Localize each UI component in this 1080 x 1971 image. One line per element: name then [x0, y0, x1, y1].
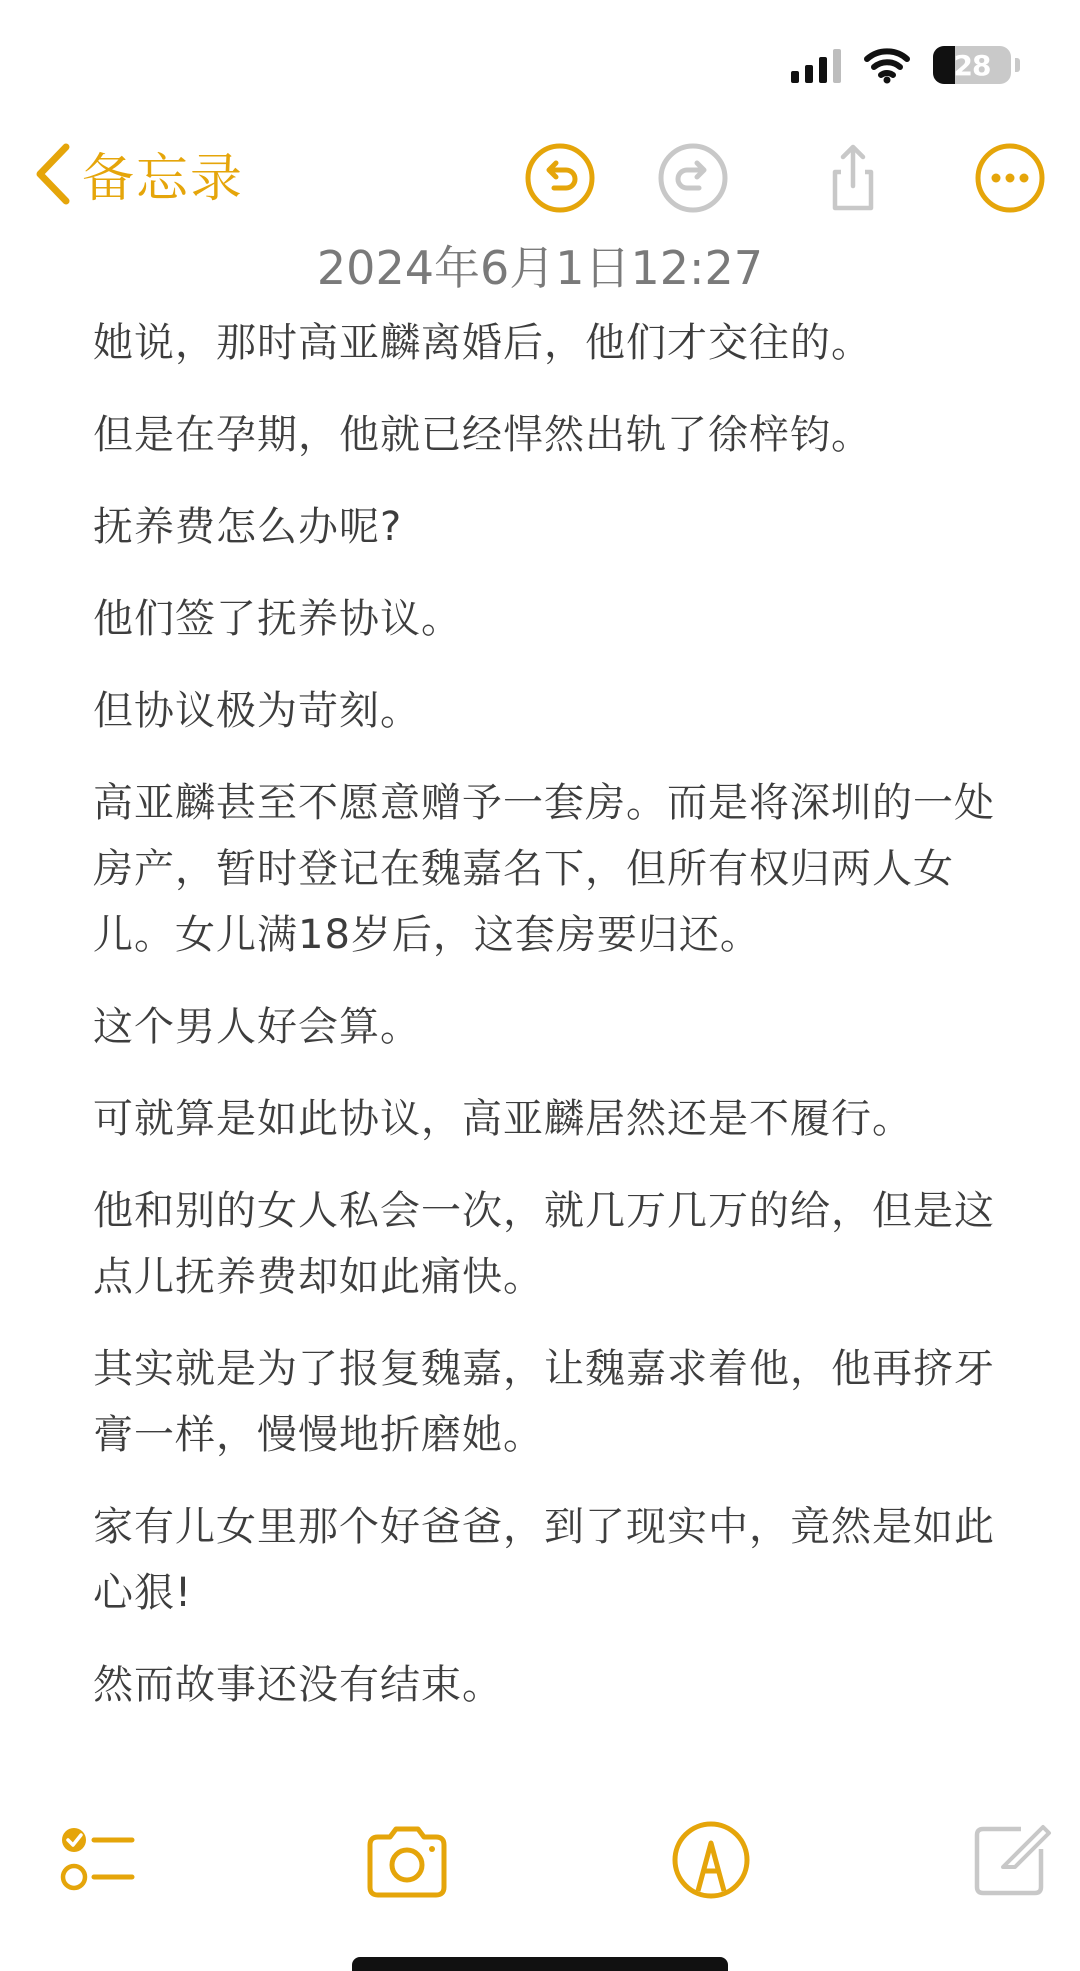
note-paragraph[interactable]: 家有儿女里那个好爸爸，到了现实中，竟然是如此心狠!: [93, 1504, 995, 1616]
share-icon[interactable]: [817, 142, 889, 214]
note-paragraph[interactable]: 然而故事还没有结束。: [93, 1662, 503, 1708]
note-paragraph[interactable]: 她说，那时高亚麟离婚后，他们才交往的。: [93, 320, 872, 366]
note-paragraph[interactable]: 高亚麟甚至不愿意赠予一套房。而是将深圳的一处房产，暂时登记在魏嘉名下，但所有权归两人女儿。女儿满18岁后，这套房要归还。: [93, 780, 995, 958]
markup-icon[interactable]: [666, 1815, 756, 1905]
bottom-toolbar: [0, 1815, 1080, 1905]
note-paragraph[interactable]: 但协议极为苛刻。: [93, 688, 421, 734]
redo-icon[interactable]: [657, 142, 729, 214]
compose-icon[interactable]: [965, 1815, 1055, 1905]
note-paragraph[interactable]: 可就算是如此协议，高亚麟居然还是不履行。: [93, 1096, 913, 1142]
status-bar: [791, 40, 1020, 90]
note-paragraph[interactable]: 他们签了抚养协议。: [93, 596, 462, 642]
nav-bar: [0, 126, 1080, 226]
battery-cap: [1015, 58, 1020, 72]
back-button[interactable]: [30, 136, 244, 211]
cellular-signal-icon: [791, 47, 841, 83]
home-indicator: [352, 1957, 728, 1971]
more-icon[interactable]: [974, 142, 1046, 214]
note-paragraph[interactable]: 他和别的女人私会一次，就几万几万的给，但是这点儿抚养费却如此痛快。: [93, 1188, 995, 1300]
note-date: 2024年6月1日12:27: [316, 241, 764, 295]
wifi-icon: [863, 46, 911, 84]
note-paragraph[interactable]: 其实就是为了报复魏嘉，让魏嘉求着他，他再挤牙膏一样，慢慢地折磨她。: [93, 1346, 995, 1458]
camera-icon[interactable]: [362, 1815, 452, 1905]
note-paragraph[interactable]: 抚养费怎么办呢?: [93, 504, 403, 550]
battery-percent: 28: [953, 48, 991, 82]
battery-icon: [933, 46, 1011, 84]
note-paragraph[interactable]: 但是在孕期，他就已经悍然出轨了徐梓钧。: [93, 412, 872, 458]
checklist-icon[interactable]: [52, 1815, 142, 1905]
note-paragraph[interactable]: 这个男人好会算。: [93, 1004, 421, 1050]
chevron-left-icon: [30, 139, 74, 209]
undo-icon[interactable]: [524, 142, 596, 214]
back-label: 备忘录: [82, 149, 245, 209]
note-body[interactable]: [93, 310, 1013, 1744]
